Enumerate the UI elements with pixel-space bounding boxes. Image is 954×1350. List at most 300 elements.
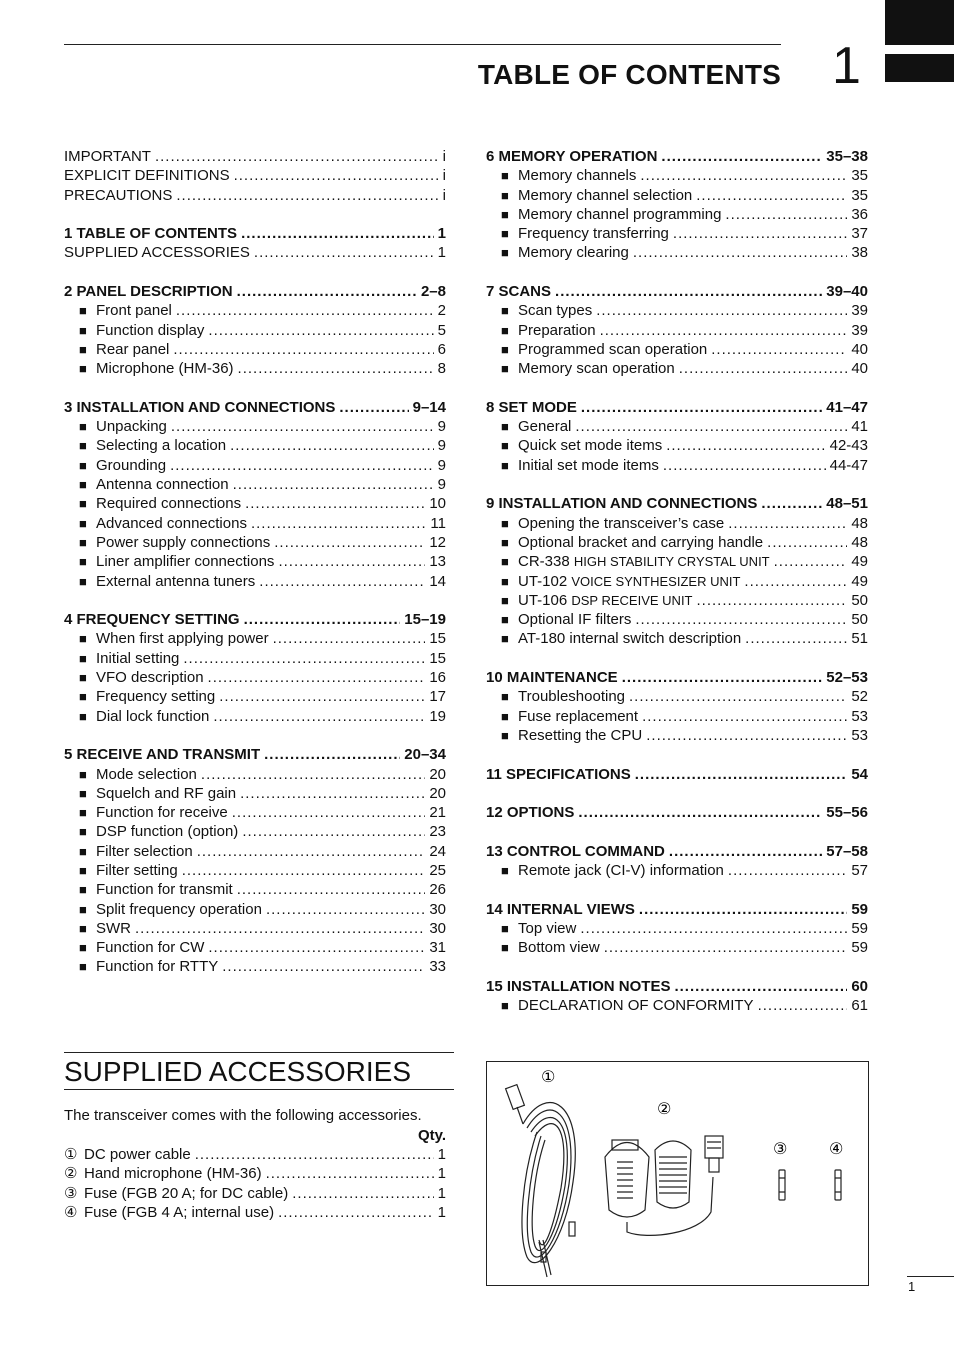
bullet-square-icon: ■ [79, 843, 87, 859]
toc-entry[interactable] [64, 359, 446, 378]
toc-entry-page: 1 [437, 225, 446, 243]
toc-chapter-entry[interactable] [486, 398, 868, 417]
toc-entry[interactable] [486, 861, 868, 880]
toc-entry-page: 20–34 [404, 746, 446, 764]
toc-entry-label: 4 FREQUENCY SETTING [64, 611, 240, 629]
bullet-square-icon: ■ [79, 361, 87, 377]
bullet-square-icon: ■ [79, 438, 87, 454]
page-number: 1 [908, 1279, 916, 1294]
accessories-title: SUPPLIED ACCESSORIES [64, 1052, 454, 1090]
toc-entry-label: Grounding [96, 456, 167, 474]
toc-entry[interactable] [486, 417, 868, 436]
toc-entry[interactable] [64, 938, 446, 957]
toc-entry[interactable] [64, 880, 446, 899]
toc-spacer [64, 591, 446, 610]
toc-entry-label: 13 CONTROL COMMAND [486, 842, 665, 860]
toc-leader-dots [639, 900, 847, 919]
toc-entry-label: Remote jack (CI-V) information [518, 861, 724, 879]
bullet-square-icon: ■ [79, 708, 87, 724]
toc-chapter-entry[interactable] [64, 745, 446, 764]
accessory-label: DC power cable [84, 1146, 191, 1163]
toc-entry-label: Selecting a location [96, 437, 227, 455]
bullet-square-icon: ■ [79, 496, 87, 512]
toc-entry-label: 9 INSTALLATION AND CONNECTIONS [486, 495, 758, 513]
toc-entry-page: 54 [851, 765, 868, 783]
toc-leader-dots [633, 243, 847, 262]
toc-leader-dots [696, 186, 847, 205]
bullet-square-icon: ■ [79, 515, 87, 531]
toc-entry-page: i [442, 148, 446, 165]
toc-leader-dots [728, 861, 847, 880]
toc-leader-dots [238, 359, 434, 378]
bullet-square-icon: ■ [501, 419, 509, 435]
toc-entry-label: Top view [518, 919, 577, 937]
toc-entry-label: Power supply connections [96, 533, 271, 551]
toc-leader-dots [266, 900, 425, 919]
toc-spacer [64, 726, 446, 745]
toc-entry-label: 8 SET MODE [486, 398, 577, 416]
toc-chapter-entry[interactable] [486, 803, 868, 822]
bullet-square-icon: ■ [501, 573, 509, 589]
toc-leader-dots [728, 514, 847, 533]
toc-entry[interactable] [486, 687, 868, 706]
toc-left-column [64, 147, 446, 977]
bullet-square-icon: ■ [501, 245, 509, 261]
toc-entry-page: 39–40 [826, 283, 868, 301]
accessories-illustration [487, 1062, 868, 1285]
toc-entry-page: 40 [851, 360, 868, 378]
toc-entry-page: 2 [437, 302, 446, 320]
accessory-number: ① [64, 1146, 78, 1163]
bullet-square-icon: ■ [79, 631, 87, 647]
accessory-number: ③ [64, 1184, 78, 1202]
toc-entry[interactable] [64, 514, 446, 533]
bullet-square-icon: ■ [79, 920, 87, 936]
toc-entry-label: 15 INSTALLATION NOTES [486, 977, 671, 995]
toc-chapter-entry[interactable] [486, 668, 868, 687]
toc-entry-label: DECLARATION OF CONFORMITY [518, 997, 754, 1015]
toc-leader-dots [171, 417, 434, 436]
toc-entry-page: 59 [851, 919, 868, 937]
toc-entry-page: i [442, 167, 446, 185]
toc-entry[interactable] [64, 243, 446, 262]
toc-entry-label: Quick set mode items [518, 437, 663, 455]
toc-entry[interactable] [64, 629, 446, 648]
toc-entry[interactable] [486, 707, 868, 726]
callout-2: ② [657, 1099, 672, 1118]
toc-entry-page: 41 [851, 418, 868, 436]
toc-entry[interactable] [64, 668, 446, 687]
toc-entry-page: 15–19 [404, 611, 446, 629]
toc-entry-label: Function for CW [96, 939, 205, 957]
toc-spacer [486, 649, 868, 668]
toc-leader-dots [173, 340, 433, 359]
toc-entry-label: When first applying power [96, 630, 269, 648]
toc-leader-dots [629, 687, 847, 706]
toc-entry[interactable] [64, 957, 446, 976]
toc-entry[interactable] [486, 572, 868, 591]
toc-entry-label: 10 MAINTENANCE [486, 669, 618, 687]
toc-entry-page: 44-47 [829, 456, 868, 474]
toc-entry-label: Rear panel [96, 340, 170, 358]
hand-microphone-drawing [605, 1136, 723, 1235]
toc-entry[interactable] [486, 629, 868, 648]
toc-entry-page: 35 [851, 186, 868, 204]
toc-entry-page: 20 [429, 765, 446, 783]
toc-chapter-entry[interactable] [486, 494, 868, 513]
toc-entry[interactable] [64, 552, 446, 571]
toc-entry-page: 2–8 [420, 283, 446, 301]
bullet-square-icon: ■ [79, 573, 87, 589]
toc-leader-dots [201, 765, 425, 784]
toc-leader-dots [244, 610, 401, 629]
toc-entry-label: 12 OPTIONS [486, 804, 575, 822]
toc-entry-label: Split frequency operation [96, 900, 262, 918]
toc-entry-page: 33 [429, 958, 446, 976]
toc-spacer [486, 745, 868, 764]
toc-entry[interactable] [64, 321, 446, 340]
toc-entry-label: VFO description [96, 669, 204, 687]
toc-leader-dots [254, 243, 434, 262]
toc-entry[interactable] [64, 494, 446, 513]
bullet-square-icon: ■ [501, 631, 509, 647]
toc-entry[interactable] [64, 900, 446, 919]
toc-entry-label: Programmed scan operation [518, 340, 708, 358]
toc-spacer [486, 957, 868, 976]
toc-entry-page: 57–58 [826, 842, 868, 860]
accessory-leader-dots [278, 1203, 434, 1222]
toc-entry-label: Antenna connection [96, 476, 229, 494]
toc-entry-page: 30 [429, 919, 446, 937]
toc-entry[interactable] [64, 842, 446, 861]
toc-entry[interactable] [486, 514, 868, 533]
toc-entry[interactable] [64, 147, 446, 166]
bullet-square-icon: ■ [79, 689, 87, 705]
accessory-number: ② [64, 1165, 78, 1183]
toc-entry-label: Filter selection [96, 842, 193, 860]
toc-entry[interactable] [486, 166, 868, 185]
toc-chapter-entry[interactable] [486, 900, 868, 919]
toc-entry-label: Fuse replacement [518, 707, 639, 725]
toc-leader-dots [273, 629, 426, 648]
toc-entry-page: 36 [851, 205, 868, 223]
toc-entry-label: CR-338 HIGH STABILITY CRYSTAL UNIT [518, 553, 770, 571]
toc-entry-label: PRECAUTIONS [64, 186, 173, 204]
toc-entry[interactable] [64, 707, 446, 726]
toc-entry[interactable] [486, 321, 868, 340]
toc-entry-label: Microphone (HM-36) [96, 360, 234, 378]
toc-entry[interactable] [64, 919, 446, 938]
toc-entry[interactable] [486, 224, 868, 243]
accessory-item [64, 1145, 446, 1164]
thumb-tab-bottom [885, 54, 954, 82]
callout-3: ③ [773, 1139, 788, 1158]
bullet-square-icon: ■ [501, 303, 509, 319]
accessory-leader-dots [292, 1184, 433, 1203]
toc-entry[interactable] [486, 301, 868, 320]
toc-entry[interactable] [64, 186, 446, 205]
toc-entry-label: Initial setting [96, 649, 180, 667]
toc-entry-page: 15 [429, 649, 446, 667]
toc-entry-label: Squelch and RF gain [96, 784, 237, 802]
toc-entry-label: Mode selection [96, 765, 197, 783]
toc-entry[interactable] [64, 765, 446, 784]
toc-leader-dots [259, 572, 425, 591]
toc-entry[interactable] [486, 919, 868, 938]
toc-leader-dots [237, 282, 417, 301]
toc-entry-label: 1 TABLE OF CONTENTS [64, 225, 238, 243]
toc-entry[interactable] [486, 186, 868, 205]
toc-leader-dots [233, 475, 434, 494]
toc-spacer [486, 475, 868, 494]
toc-entry-label: Memory scan operation [518, 360, 675, 378]
toc-entry-label: Resetting the CPU [518, 726, 643, 744]
toc-chapter-entry[interactable] [486, 842, 868, 861]
toc-leader-dots [767, 533, 847, 552]
fuse-20a-drawing [779, 1170, 785, 1200]
toc-entry-page: 8 [437, 360, 446, 378]
toc-entry-page: 55–56 [826, 804, 868, 822]
toc-entry[interactable] [64, 687, 446, 706]
toc-entry[interactable] [64, 166, 446, 185]
toc-entry-label: Function for receive [96, 804, 228, 822]
toc-leader-dots [230, 436, 434, 455]
toc-leader-dots [208, 938, 425, 957]
toc-entry-label: UT-106 DSP RECEIVE UNIT [518, 591, 693, 609]
toc-entry[interactable] [486, 205, 868, 224]
toc-leader-dots [213, 707, 425, 726]
bullet-square-icon: ■ [501, 708, 509, 724]
bullet-square-icon: ■ [79, 554, 87, 570]
footer-rule [907, 1276, 954, 1277]
toc-leader-dots [251, 514, 426, 533]
toc-entry-label: External antenna tuners [96, 572, 256, 590]
toc-entry-page: 35 [851, 167, 868, 185]
toc-chapter-entry[interactable] [64, 398, 446, 417]
toc-entry-page: 25 [429, 861, 446, 879]
toc-entry[interactable] [64, 784, 446, 803]
toc-entry-label: Required connections [96, 495, 242, 513]
toc-leader-dots [697, 591, 848, 610]
toc-leader-dots [183, 649, 425, 668]
bullet-square-icon: ■ [501, 554, 509, 570]
thumb-tab-top [885, 0, 954, 45]
bullet-square-icon: ■ [79, 322, 87, 338]
toc-entry-page: 49 [851, 553, 868, 571]
toc-entry[interactable] [64, 417, 446, 436]
toc-entry[interactable] [486, 533, 868, 552]
toc-entry-label: Memory channels [518, 167, 637, 185]
bullet-square-icon: ■ [79, 766, 87, 782]
toc-entry-label: Memory clearing [518, 244, 629, 262]
toc-entry-label: UT-102 VOICE SYNTHESIZER UNIT [518, 572, 741, 590]
toc-leader-dots [135, 919, 425, 938]
toc-chapter-entry[interactable] [486, 765, 868, 784]
toc-leader-dots [264, 745, 400, 764]
accessories-qty-header: Qty. [417, 1127, 446, 1144]
toc-leader-dots [339, 398, 408, 417]
toc-leader-dots [170, 456, 434, 475]
accessory-leader-dots [195, 1145, 434, 1164]
bullet-square-icon: ■ [501, 361, 509, 377]
toc-leader-dots [245, 494, 425, 513]
bullet-square-icon: ■ [501, 612, 509, 628]
toc-leader-dots [575, 417, 847, 436]
toc-entry-label: 3 INSTALLATION AND CONNECTIONS [64, 398, 336, 416]
toc-spacer [486, 379, 868, 398]
toc-leader-dots [622, 668, 823, 687]
toc-entry-page: 5 [437, 321, 446, 339]
toc-entry[interactable] [64, 456, 446, 475]
bullet-square-icon: ■ [501, 689, 509, 705]
toc-entry-label: Bottom view [518, 939, 600, 957]
toc-entry-page: 9 [437, 418, 446, 436]
toc-leader-dots [635, 610, 847, 629]
toc-entry-label: Initial set mode items [518, 456, 659, 474]
toc-leader-dots [278, 552, 425, 571]
toc-entry[interactable] [486, 552, 868, 571]
toc-entry[interactable] [486, 938, 868, 957]
toc-leader-dots [176, 186, 438, 205]
toc-entry-page: 52 [851, 688, 868, 706]
toc-entry-page: 16 [429, 669, 446, 687]
chapter-number: 1 [832, 37, 861, 95]
toc-right-column [486, 147, 868, 1015]
toc-entry-page: 49 [851, 572, 868, 590]
toc-entry[interactable] [486, 243, 868, 262]
bullet-square-icon: ■ [79, 419, 87, 435]
toc-chapter-entry[interactable] [64, 610, 446, 629]
bullet-square-icon: ■ [79, 901, 87, 917]
toc-entry[interactable] [486, 340, 868, 359]
accessory-leader-dots [266, 1164, 434, 1183]
bullet-square-icon: ■ [501, 226, 509, 242]
toc-leader-dots [242, 822, 425, 841]
toc-entry[interactable] [64, 475, 446, 494]
bullet-square-icon: ■ [501, 457, 509, 473]
toc-leader-dots [208, 668, 426, 687]
toc-leader-dots [640, 166, 847, 185]
toc-spacer [64, 205, 446, 224]
toc-spacer [486, 822, 868, 841]
toc-entry-page: 48–51 [826, 495, 868, 513]
toc-entry[interactable] [64, 649, 446, 668]
toc-entry-page: 9 [437, 476, 446, 494]
bullet-square-icon: ■ [79, 882, 87, 898]
toc-leader-dots [666, 436, 825, 455]
toc-entry-page: 51 [851, 630, 868, 648]
toc-entry[interactable] [64, 301, 446, 320]
toc-entry-page: 9–14 [412, 398, 446, 416]
callout-1: ① [541, 1067, 556, 1086]
toc-chapter-entry[interactable] [486, 147, 868, 166]
toc-entry[interactable] [64, 803, 446, 822]
toc-chapter-entry[interactable] [486, 977, 868, 996]
bullet-square-icon: ■ [501, 515, 509, 531]
toc-entry-page: 38 [851, 244, 868, 262]
toc-entry-label: Frequency transferring [518, 225, 669, 243]
toc-entry-page: 31 [429, 939, 446, 957]
bullet-square-icon: ■ [79, 303, 87, 319]
toc-entry-page: 9 [437, 437, 446, 455]
bullet-square-icon: ■ [79, 862, 87, 878]
toc-entry-label: SWR [96, 919, 131, 937]
toc-entry-label: Scan types [518, 302, 593, 320]
toc-entry-page: 39 [851, 302, 868, 320]
toc-entry[interactable] [64, 572, 446, 591]
toc-entry-page: 9 [437, 456, 446, 474]
toc-chapter-entry[interactable] [486, 282, 868, 301]
toc-entry[interactable] [486, 359, 868, 378]
toc-leader-dots [661, 147, 822, 166]
bullet-square-icon: ■ [501, 322, 509, 338]
bullet-square-icon: ■ [501, 534, 509, 550]
toc-leader-dots [232, 803, 426, 822]
toc-leader-dots [745, 629, 847, 648]
toc-chapter-entry[interactable] [64, 282, 446, 301]
toc-entry-label: 14 INTERNAL VIEWS [486, 900, 635, 918]
toc-entry-label: Dial lock function [96, 707, 210, 725]
toc-entry-label: Optional IF filters [518, 611, 632, 629]
toc-entry-page: 35–38 [826, 148, 868, 165]
toc-leader-dots [646, 726, 847, 745]
toc-leader-dots [274, 533, 425, 552]
toc-entry[interactable] [486, 996, 868, 1015]
bullet-square-icon: ■ [501, 998, 509, 1014]
toc-leader-dots [596, 301, 847, 320]
toc-entry[interactable] [64, 436, 446, 455]
toc-entry-page: 50 [851, 611, 868, 629]
toc-entry[interactable] [486, 436, 868, 455]
toc-leader-dots [642, 707, 847, 726]
toc-entry-label: Function display [96, 321, 205, 339]
bullet-square-icon: ■ [79, 457, 87, 473]
toc-entry-label: EXPLICIT DEFINITIONS [64, 167, 230, 185]
toc-entry[interactable] [64, 533, 446, 552]
toc-entry[interactable] [486, 456, 868, 475]
bullet-square-icon: ■ [501, 206, 509, 222]
toc-entry-label: Liner amplifier connections [96, 553, 275, 571]
toc-entry[interactable] [486, 726, 868, 745]
toc-spacer [64, 379, 446, 398]
toc-entry[interactable] [486, 591, 868, 610]
toc-entry-label: 5 RECEIVE AND TRANSMIT [64, 746, 261, 764]
toc-entry-page: 57 [851, 861, 868, 879]
accessories-figure [486, 1061, 869, 1286]
toc-leader-dots [219, 687, 425, 706]
toc-entry-page: 6 [437, 340, 446, 358]
bullet-square-icon: ■ [79, 341, 87, 357]
bullet-square-icon: ■ [79, 650, 87, 666]
toc-entry[interactable] [64, 861, 446, 880]
page-title: TABLE OF CONTENTS [477, 59, 781, 90]
toc-entry[interactable] [486, 610, 868, 629]
toc-entry-label: Troubleshooting [518, 688, 626, 706]
toc-entry-page: 10 [429, 495, 446, 513]
toc-leader-dots [237, 880, 426, 899]
toc-entry-page: 42-43 [829, 437, 868, 455]
toc-chapter-entry[interactable] [64, 224, 446, 243]
bullet-square-icon: ■ [501, 862, 509, 878]
toc-entry-label: Preparation [518, 321, 596, 339]
toc-entry[interactable] [64, 340, 446, 359]
toc-entry-page: 59 [851, 900, 868, 918]
dc-power-cable-drawing [506, 1085, 576, 1277]
toc-entry[interactable] [64, 822, 446, 841]
toc-entry-page: 39 [851, 321, 868, 339]
toc-leader-dots [155, 147, 439, 166]
toc-entry-page: 53 [851, 707, 868, 725]
